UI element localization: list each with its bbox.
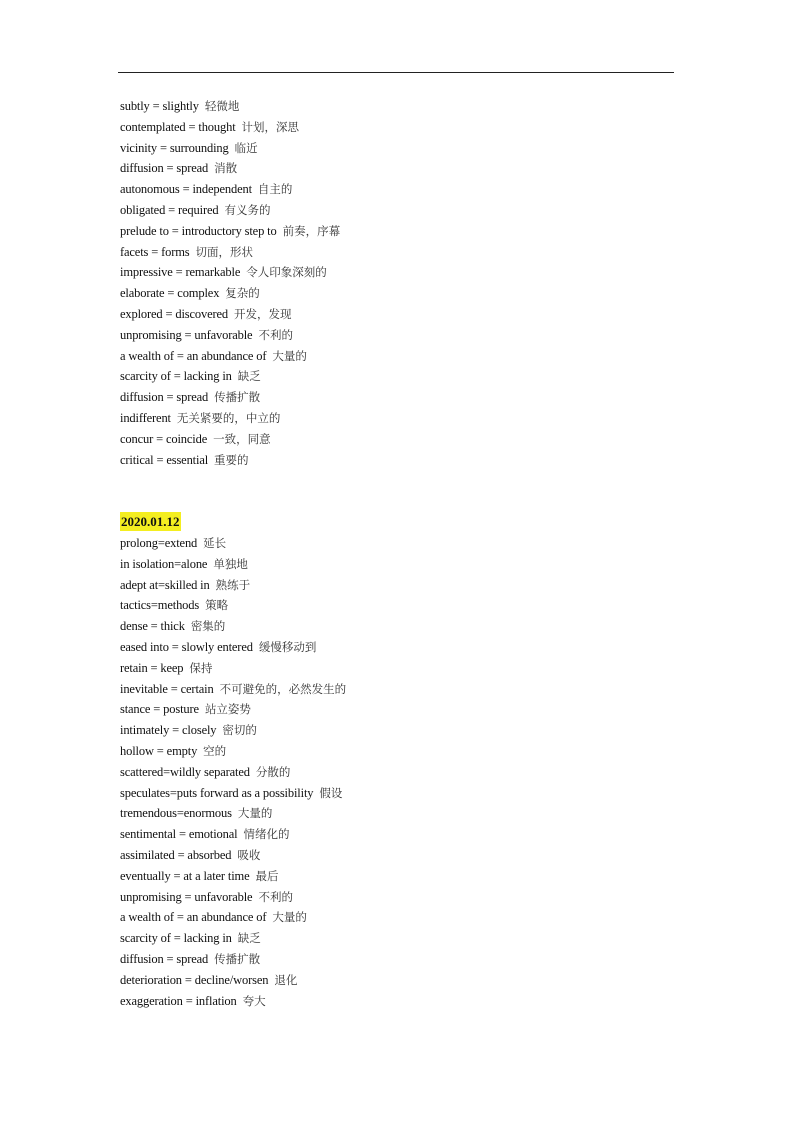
entry-english: subtly = slightly bbox=[120, 99, 199, 113]
entry-chinese: 缺乏 bbox=[237, 369, 261, 384]
entry-english: inevitable = certain bbox=[120, 681, 214, 696]
entry-chinese: 重要的 bbox=[214, 452, 249, 467]
entry-english: hollow = empty bbox=[120, 743, 198, 758]
vocab-entry bbox=[120, 679, 680, 700]
entry-chinese: 临近 bbox=[234, 140, 258, 155]
vocab-entry bbox=[120, 283, 680, 304]
entry-english: eventually = at a later time bbox=[120, 868, 250, 883]
entry-english: a wealth of = an abundance of bbox=[120, 910, 267, 925]
entry-chinese: 密切的 bbox=[222, 723, 257, 738]
entry-english: unpromising = unfavorable bbox=[120, 327, 253, 342]
vocab-entry bbox=[120, 845, 680, 866]
entry-english: adept at=skilled in bbox=[120, 577, 210, 592]
entry-chinese: 最后 bbox=[255, 868, 279, 883]
vocab-list-2 bbox=[120, 512, 680, 1011]
entry-chinese: 单独地 bbox=[213, 556, 248, 571]
vocab-entry bbox=[120, 429, 680, 450]
entry-chinese: 夸大 bbox=[242, 993, 266, 1008]
entry-english: impressive = remarkable bbox=[120, 265, 241, 280]
vocab-entry bbox=[120, 408, 680, 429]
vocab-entry bbox=[120, 304, 680, 325]
entry-chinese: 大量的 bbox=[272, 348, 307, 363]
vocab-entry bbox=[120, 138, 680, 159]
vocab-entry bbox=[120, 325, 680, 346]
entry-chinese: 站立姿势 bbox=[204, 702, 251, 717]
entry-english: scarcity of = lacking in bbox=[120, 369, 232, 384]
entry-english: prelude to = introductory step to bbox=[120, 223, 277, 238]
entry-english: exaggeration = inflation bbox=[120, 993, 237, 1008]
entry-english: facets = forms bbox=[120, 244, 190, 259]
entry-chinese: 情绪化的 bbox=[243, 827, 290, 842]
vocab-entry bbox=[120, 262, 680, 283]
vocab-entry bbox=[120, 96, 680, 117]
entry-chinese: 不利的 bbox=[258, 889, 293, 904]
entry-chinese: 复杂的 bbox=[225, 286, 260, 301]
entry-chinese: 前奏，序幕 bbox=[282, 223, 341, 238]
entry-chinese: 有义务的 bbox=[224, 202, 271, 217]
header-rule bbox=[118, 72, 674, 73]
vocab-entry bbox=[120, 949, 680, 970]
vocab-entry bbox=[120, 637, 680, 658]
vocab-entry bbox=[120, 450, 680, 471]
entry-english: dense = thick bbox=[120, 619, 185, 634]
date-heading: 2020.01.12 bbox=[121, 514, 180, 529]
entry-chinese: 传播扩散 bbox=[214, 390, 261, 405]
vocab-entry bbox=[120, 616, 680, 637]
entry-chinese: 自主的 bbox=[257, 182, 293, 197]
vocab-entry bbox=[120, 179, 680, 200]
vocab-entry bbox=[120, 887, 680, 908]
vocab-entry bbox=[120, 907, 680, 928]
vocab-entry bbox=[120, 741, 680, 762]
entry-english: critical = essential bbox=[120, 452, 209, 467]
entry-english: vicinity = surrounding bbox=[120, 140, 229, 155]
vocab-entry bbox=[120, 366, 680, 387]
vocab-entry bbox=[120, 533, 680, 554]
entry-chinese: 吸收 bbox=[237, 847, 261, 862]
entry-chinese: 假设 bbox=[319, 785, 343, 800]
vocab-entry bbox=[120, 866, 680, 887]
entry-chinese: 大量的 bbox=[237, 806, 273, 821]
entry-english: indifferent bbox=[120, 410, 171, 425]
entry-english: concur = coincide bbox=[120, 431, 208, 446]
entry-english: deterioration = decline/worsen bbox=[120, 972, 269, 987]
vocab-entry bbox=[120, 158, 680, 179]
vocab-entry bbox=[120, 720, 680, 741]
entry-chinese: 开发，发现 bbox=[234, 306, 292, 321]
entry-english: sentimental = emotional bbox=[120, 827, 238, 842]
vocab-entry bbox=[120, 699, 680, 720]
entry-english: contemplated = thought bbox=[120, 119, 236, 134]
entry-english: in isolation=alone bbox=[120, 556, 208, 571]
entry-english: intimately = closely bbox=[120, 723, 217, 738]
vocab-entry bbox=[120, 970, 680, 991]
vocab-entry bbox=[120, 346, 680, 367]
vocab-entry bbox=[120, 762, 680, 783]
entry-chinese: 消散 bbox=[214, 161, 238, 176]
vocab-entry bbox=[120, 991, 680, 1012]
entry-english: diffusion = spread bbox=[120, 390, 209, 405]
vocab-list-1 bbox=[120, 96, 680, 470]
entry-english: scattered=wildly separated bbox=[120, 764, 250, 779]
entry-english: tremendous=enormous bbox=[120, 806, 232, 821]
entry-english: tactics=methods bbox=[120, 598, 200, 613]
entry-chinese: 保持 bbox=[189, 660, 213, 675]
entry-chinese: 不可避免的，必然发生的 bbox=[219, 681, 347, 696]
entry-english: eased into = slowly entered bbox=[120, 639, 253, 654]
vocab-entry bbox=[120, 554, 680, 575]
vocab-entry bbox=[120, 575, 680, 596]
entry-english: diffusion = spread bbox=[120, 161, 209, 176]
entry-chinese: 切面，形状 bbox=[195, 244, 254, 259]
vocab-entry bbox=[120, 658, 680, 679]
entry-english: autonomous = independent bbox=[120, 182, 252, 197]
entry-english: elaborate = complex bbox=[120, 286, 220, 301]
vocab-entry bbox=[120, 803, 680, 824]
entry-english: unpromising = unfavorable bbox=[120, 889, 253, 904]
entry-english: a wealth of = an abundance of bbox=[120, 348, 267, 363]
vocab-entry bbox=[120, 117, 680, 138]
vocab-entry bbox=[120, 221, 680, 242]
entry-chinese: 密集的 bbox=[190, 619, 226, 634]
vocab-entry bbox=[120, 387, 680, 408]
entry-chinese: 退化 bbox=[274, 972, 298, 987]
entry-chinese: 无关紧要的，中立的 bbox=[176, 410, 281, 425]
entry-english: obligated = required bbox=[120, 202, 219, 217]
entry-chinese: 不利的 bbox=[258, 327, 293, 342]
entry-chinese: 大量的 bbox=[272, 910, 307, 925]
entry-chinese: 计划，深思 bbox=[241, 119, 300, 134]
entry-chinese: 缺乏 bbox=[237, 931, 261, 946]
entry-chinese: 轻微地 bbox=[204, 99, 240, 113]
entry-chinese: 令人印象深刻的 bbox=[246, 265, 327, 280]
entry-chinese: 一致，同意 bbox=[213, 431, 271, 446]
entry-english: speculates=puts forward as a possibility bbox=[120, 785, 314, 800]
entry-chinese: 缓慢移动到 bbox=[258, 639, 317, 654]
vocab-entry bbox=[120, 783, 680, 804]
entry-chinese: 空的 bbox=[203, 743, 227, 758]
entry-english: retain = keep bbox=[120, 660, 184, 675]
entry-english: stance = posture bbox=[120, 702, 199, 717]
entry-english: diffusion = spread bbox=[120, 951, 209, 966]
entry-chinese: 策略 bbox=[205, 598, 229, 613]
entry-english: prolong=extend bbox=[120, 536, 198, 550]
vocab-entry bbox=[120, 242, 680, 263]
entry-english: explored = discovered bbox=[120, 306, 229, 321]
entry-chinese: 分散的 bbox=[255, 764, 291, 779]
entry-english: assimilated = absorbed bbox=[120, 847, 232, 862]
entry-chinese: 延长 bbox=[203, 536, 227, 550]
vocab-entry bbox=[120, 824, 680, 845]
vocab-entry bbox=[120, 200, 680, 221]
vocab-entry bbox=[120, 928, 680, 949]
entry-english: scarcity of = lacking in bbox=[120, 931, 232, 946]
vocab-entry bbox=[120, 595, 680, 616]
entry-chinese: 熟练于 bbox=[215, 577, 251, 592]
entry-chinese: 传播扩散 bbox=[214, 951, 261, 966]
